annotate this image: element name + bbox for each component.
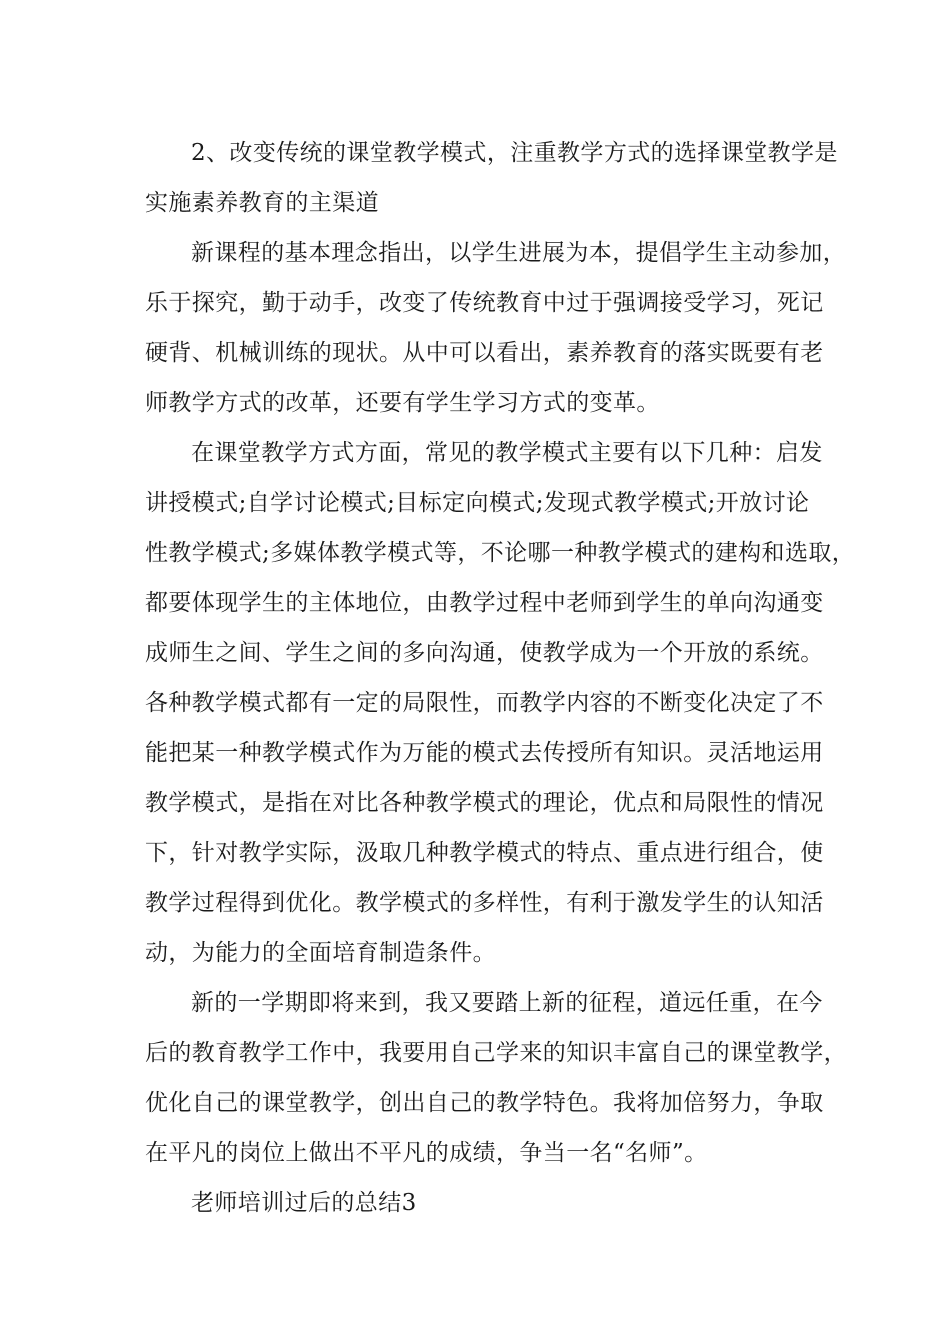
text-line: 新课程的基本理念指出，以学生进展为本，提倡学生主动参加， (191, 240, 847, 266)
text-line: 老师培训过后的总结3 (191, 1190, 417, 1216)
text-line: 教学过程得到优化。教学模式的多样性，有利于激发学生的认知活 (145, 890, 824, 916)
paragraph-3 (145, 428, 856, 978)
text-line: 新的一学期即将来到，我又要踏上新的征程，道远任重，在今 (191, 990, 823, 1016)
paragraph-2 (145, 228, 847, 428)
paragraph-4 (145, 978, 847, 1178)
text-line: 讲授模式;自学讨论模式;目标定向模式;发现式教学模式;开放讨论 (145, 490, 810, 516)
text-line: 成师生之间、学生之间的多向沟通，使教学成为一个开放的系统。 (145, 640, 824, 666)
section-heading (145, 1178, 815, 1228)
document-body (145, 128, 856, 1228)
text-line: 2、改变传统的课堂教学模式，注重教学方式的选择课堂教学是 (191, 140, 838, 166)
text-line: 师教学方式的改革，还要有学生学习方式的变革。 (145, 390, 660, 416)
text-line: 硬背、机械训练的现状。从中可以看出，素养教育的落实既要有老 (145, 340, 824, 366)
paragraph-1 (145, 128, 838, 228)
text-line: 动，为能力的全面培育制造条件。 (145, 940, 496, 966)
text-line: 教学模式，是指在对比各种教学模式的理论，优点和局限性的情况 (145, 790, 824, 816)
text-line: 后的教育教学工作中，我要用自己学来的知识丰富自己的课堂教学， (145, 1040, 847, 1066)
text-line: 下，针对教学实际，汲取几种教学模式的特点、重点进行组合，使 (145, 840, 824, 866)
text-line: 实施素养教育的主渠道 (145, 190, 379, 216)
text-line: 性教学模式;多媒体教学模式等，不论哪一种教学模式的建构和选取， (145, 540, 856, 566)
text-line: 各种教学模式都有一定的局限性，而教学内容的不断变化决定了不 (145, 690, 824, 716)
text-line: 在平凡的岗位上做出不平凡的成绩，争当一名“名师”。 (145, 1140, 708, 1166)
text-line: 乐于探究，勤于动手，改变了传统教育中过于强调接受学习，死记 (145, 290, 824, 316)
text-line: 优化自己的课堂教学，创出自己的教学特色。我将加倍努力，争取 (145, 1090, 824, 1116)
text-line: 能把某一种教学模式作为万能的模式去传授所有知识。灵活地运用 (145, 740, 824, 766)
text-line: 都要体现学生的主体地位，由教学过程中老师到学生的单向沟通变 (145, 590, 824, 616)
text-line: 在课堂教学方式方面，常见的教学模式主要有以下几种：启发 (191, 440, 823, 466)
